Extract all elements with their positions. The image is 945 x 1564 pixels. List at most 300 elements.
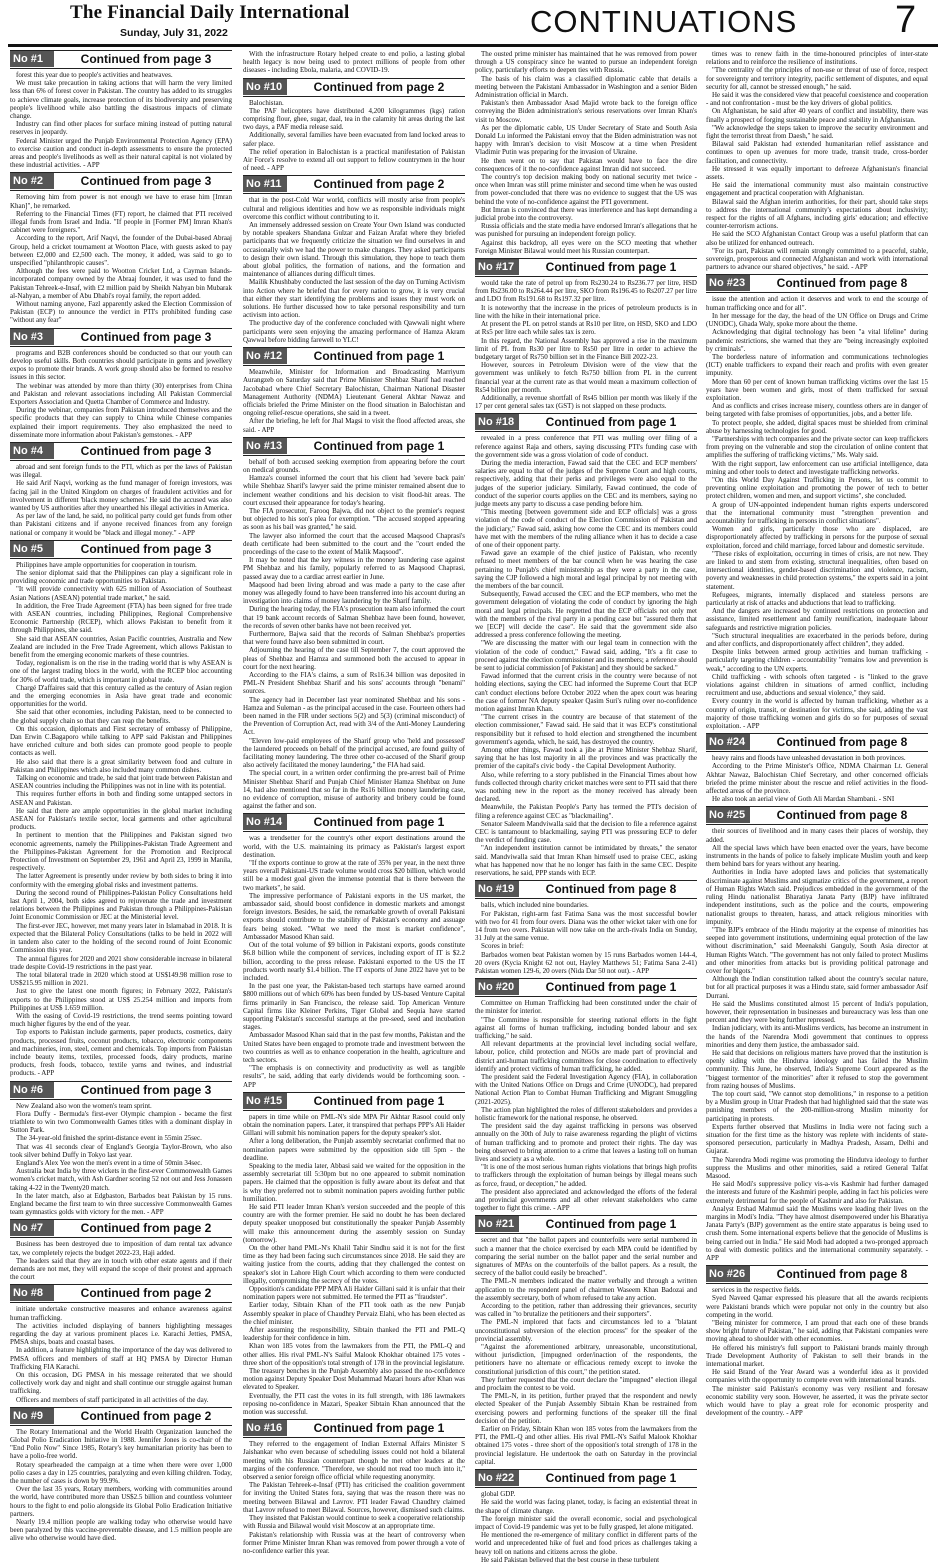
story-paragraph: On this occasion, diplomats and First secretary of embassy of Philippine, Dan Erwin C.Bagaporo while talking to APP said Pakistan and Philippines have enriched culture and both sides can promote good people to people contacts as well. [10, 724, 232, 758]
story-header [706, 806, 928, 825]
continued-from-label: Continued from page 1 [545, 1471, 677, 1486]
story-paragraph: The impressive performance of Pakistani exports in the US market, the ambassador said, should boost confidence in domestic markets and amongst foreign investors. Besides, he said, the remarkable growth of overall Pakistani exports should contribute to the stability of Pakistan's economy and assuage fears being stoked. "What we need the most is market confidence", Ambassador Masood Khan said. [243, 891, 465, 941]
continued-from-label: Continued from page 1 [545, 1217, 677, 1232]
story-paragraph: Every country in the world is affected by human trafficking, whether as a country of origin, transit, or destination for victims, she said, adding the vast majority of those trafficking women and girls do so for purposes of sexual exploitation. - APP [706, 697, 928, 731]
column-3 [475, 50, 697, 1564]
story-header [706, 1265, 928, 1284]
story-paragraph: She said that other economies, including Pakistan, need to be connected to the global supply chain so that they can reap the benefits. [10, 708, 232, 725]
story-body [243, 99, 465, 173]
story-paragraph: During the hearing today, the FIA's prosecution team also informed the court that 19 bank account records of Salman Shehbaz have been found, however, the records of seven other banks have not been received yet. [243, 605, 465, 630]
story-paragraph: programs and B2B conferences should be conducted so that our youth can develop useful skills. Both countries should participate in gems and jewellery expos to promote their brands. A work group should also be formed to resolve issues in this sector. [10, 348, 232, 382]
continued-from-label: Continued from page 2 [80, 1221, 212, 1236]
story-number-badge: No #21 [475, 1216, 519, 1232]
story-paragraph: She said that ASEAN countries, Asian Pacific countries, Australia and New Zealand are included in the Free Trade Agreement, which allows Pakistan to benefit from the emerging economic markets of these countries. [10, 634, 232, 659]
story-body [475, 1236, 697, 1466]
issue-date: Sunday, July 31, 2022 [120, 27, 228, 39]
story-paragraph: The PML-N, in its petition, further prayed that the respondent and newly elected Speaker of the Punjab Assembly Sibtain Khan be restrained from exercising powers and performing functions of the speaker till the final decision of the petition. [475, 1392, 697, 1425]
continuation-story [475, 1469, 697, 1564]
story-paragraph: On the other hand PML-N's Khalil Tahir Sindhu said it is not for the first time as they had been facing such circumstances since 2018. He said they are waiting justice from the courts, adding that they challenged the contest on speaker's slot in Lahore High Court which according to them were conducted illegally, compromising the secrecy of the votes. [243, 1244, 465, 1285]
story-paragraph: Nearly 19.4 million people are walking today who otherwise would have been paralyzed by this vaccine-preventable disease, and 1.5 million people are alive who otherwise would have died. [10, 1518, 232, 1543]
newspaper-name: The Financial Daily International [70, 2, 350, 23]
story-number-badge: No #25 [706, 807, 750, 823]
story-paragraph: The minister said Pakistan's economy was very resilient and foresaw economic stability very soon. However, he asserted, it was the private sector which would have to play a great role for economic prosperity and development of the country. - APP [706, 1384, 928, 1418]
story-paragraph: The foreign minister said the overall economic, social and psychological impact of Covid-19 pandemic was yet to be fully grasped, let alone mitigated. [475, 1514, 697, 1531]
story-body [475, 999, 697, 1212]
story-paragraph: The webinar was attended by more than thirty (30) enterprises from China and Pakistan and relevant associations including All Pakistan Commercial Exporters Association and Quetta Chamber of Commerce and Industry. [10, 381, 232, 406]
story-paragraph: "The Committee is responsible for steering national efforts in the fight against all forms of human trafficking, including bonded labour and sex trafficking," he said. [475, 1015, 697, 1040]
section-title: CONTINUATIONS [530, 4, 798, 39]
story-number-badge: No #11 [243, 176, 287, 192]
continued-from-label: Continued from page 8 [776, 276, 908, 291]
story-paragraph: It may be noted that the key witness in the money laundering case against PM Shehbaz and his family, popularly referred to as Maqsood Chaprasi, passed away due to a cardiac arrest earlier in June. [243, 556, 465, 581]
story-paragraph: Bilawal said the Afghan interim authorities, for their part, should take steps to address the international community's expectations about inclusivity; respect for the rights of all Afghans, including girls' education; and effective counter-terrorism actions. [706, 197, 928, 231]
continuation-story [243, 813, 465, 1088]
story-paragraph: At present the PL on petrol stands at Rs10 per litre, on HSD, SKO and LDO at Rs5 per litre each while sales tax is zero. [475, 320, 697, 337]
story-paragraph: Women and girls, particularly those who are displaced, are disproportionately affected by trafficking in persons for the purpose of sexual exploitation, forced and child marriage, forced labour and domestic servitude. [706, 525, 928, 550]
story-paragraph: According to the FIA's claims, a sum of Rs16.34 billion was deposited in PML-N President Shehbaz Sharif and his sons' accounts through "benami" sources. [243, 671, 465, 696]
story-paragraph: But Imran is convinced that there was interference and has kept demanding a judicial probe into the controversy. [475, 205, 697, 223]
story-body [706, 50, 928, 271]
story-paragraph: Bilawal said Pakistan had extended humanitarian relief assistance and continues to open up avenues for more trade, transit trade, cross-border facilitation, and connectivity. [706, 140, 928, 165]
story-paragraph: Experts further observed that Muslims in India were not facing such a situation for the first time as the history was replete with incidents of state-sponsored persecution, particularly in Madhya Pradesh, Assam, Delhi and Gujarat. [706, 1122, 928, 1156]
continuation-story [706, 274, 928, 730]
story-number-badge: No #22 [475, 1470, 519, 1486]
story-paragraph: Without naming anyone, Fazl apparently asked the Election Commission of Pakistan (ECP) to announce the verdict in PTI's prohibited funding case "without any fear" [10, 300, 232, 325]
continuation-story [243, 437, 465, 811]
story-body [706, 754, 928, 803]
page-number: 7 [895, 0, 917, 41]
story-paragraph: The annual figures for 2020 and 2021 show considerable increase in bilateral trade despite Covid-19 restrictions in the past year. [10, 954, 232, 971]
story-body [10, 71, 232, 169]
story-number-badge: No #7 [10, 1220, 54, 1236]
continuation-story [475, 50, 697, 255]
column-4 [706, 50, 928, 1528]
story-body [475, 901, 697, 975]
story-paragraph: "We are discussing the matter with our legal team in connection with the violation of the code of conduct," Fawad said, adding, "It's a fit case to proceed against the election commissioner and its members; a reference should be sent to judicial commission [of Pakistan] and they should be sacked." [475, 639, 697, 673]
story-paragraph: In addition, the Free Trade Agreement (FTA) has been signed for free trade with ASEAN countries, including Philippines, Regional Comprehensive Economic Partnership (RCEP), which allows Pakistan to benefit from it through Philippines, she said. [10, 601, 232, 635]
story-paragraph: According to the report, Arif Naqvi, the founder of the Dubai-based Abraaj Group, held a cricket tournament at Wootton Place, with guests asked to pay between £2,000 and £2,500 each. The money, it added, was said to go to unspecified "philanthropic causes". [10, 234, 232, 268]
story-header [10, 1081, 232, 1100]
continued-from-label: Continued from page 3 [80, 174, 212, 189]
story-paragraph: On this occasion, DG PMSA in his message reiterated that we should collectively work day and night and shall continue our struggle against human trafficking. [10, 1371, 232, 1396]
story-paragraph: "Eleven low-paid employees of the Sharif group who 'held and possessed' the laundered proceeds on behalf of the principal accused, are found guilty of facilitating money laundering. The three other co-accused of the Sharif group also actively facilitated the money laundering," the FIA had said. [243, 736, 465, 770]
story-paragraph: He said Arif Naqvi, working as the fund manager of foreign investors, was facing jail in the United Kingdom on charges of fraudulent activities and for involvement in different 'black money schemes.' He said the accused was also wanted by US authorities after they unearthed his illegal activities in America. [10, 479, 232, 512]
story-paragraph: Pakistan's relationship with Russia was at the heart of controversy when former Prime Minister Imran Khan was removed from power through a vote of no-confidence earlier this year. [243, 1530, 465, 1555]
story-body [243, 368, 465, 434]
story-number-badge: No #14 [243, 814, 287, 830]
story-paragraph: Although the fees were paid to Wootton Cricket Ltd, a Cayman Islands-incorporated company owned by the Abraaj founder, it was used to fund the Pakistan Tehreek-e-Insaf, with £2 million paid by Sheikh Nahyan bin Mubarak al-Nahyan, a member of Abu Dhabi's royal family, the report added. [10, 267, 232, 300]
story-paragraph: Adjourning the hearing of the case till September 7, the court approved the pleas of Shehbaz and Hamza and summoned both the accused to appear in court for the next hearing. [243, 646, 465, 671]
story-body [475, 279, 697, 410]
story-paragraph: The productive day of the conference concluded with Qawwali night where participants were seen enjoying the amazing performance of Hamza Akram Qawwal before bidding farewell to YLC! [243, 319, 465, 344]
story-body [243, 834, 465, 1088]
story-paragraph: "Such structural inequalities are exacerbated in the periods before, during and after conflicts, and disproportionately affect children", they added. [706, 631, 928, 649]
story-paragraph: Indian judiciary, with its anti-Muslims verdicts, has become an instrument in the hands of the Narendra Modi government that continues to oppress minorities and deny them justice, the ambassador said. [706, 1024, 928, 1049]
story-body [10, 1428, 232, 1543]
story-paragraph: He also said that there is a great similarity between food and culture in Pakistan and Philippines which also included many common dishes. [10, 757, 232, 774]
story-paragraph: initiate undertake constructive measures and enhance awareness against human trafficking. [10, 1305, 232, 1322]
story-paragraph: According to the Prime Minister's Office, NDMA Chairman Lt. General Akhtar Nawaz, Balochistan Chief Secretary, and other concerned officials briefed the prime minister about the rescue and relief activities in the flood-affected areas of the province. [706, 762, 928, 796]
story-paragraph: times was to renew faith in the time-honoured principles of inter-state relations and to reinforce the resilience of institutions. [706, 50, 928, 67]
continuation-story [706, 1265, 928, 1417]
story-paragraph: After the briefing, he left for Jhal Magsi to visit the flood affected areas, she said. - APP [243, 417, 465, 434]
story-paragraph: Authorities in India have adopted laws and policies that systematically discriminate against Muslims and stigmatize critics of the government, a report of Human Rights Watch said. Prejudices embedded in the government of the ruling Hindu nationalist Bharatiya Janata Party (BJP) have infiltrated independent institutions, such as the police and the courts, empowering nationalist groups to threaten, harass, and attack religious minorities with impunity. [706, 868, 928, 926]
story-paragraph: Senator Saleem Mandviwalla said that the decision to file a reference against CEC is tantamount to blackmailing, saying PTI was pressuring ECP to defer the verdict of funding case. [475, 819, 697, 845]
continued-from-label: Continued from page 3 [80, 1082, 212, 1097]
story-body [475, 50, 697, 255]
story-paragraph: However, sources in Petroleum Division were of the view that the government was unlikely to fetch Rs750 billion from PL in the current financial year at the current rate as that would mean a maximum collection of Rs54 billion per month. [475, 361, 697, 394]
story-paragraph: The action plan highlighted the roles of different stakeholders and provides a holistic framework for the national response, he observed. [475, 1105, 697, 1122]
story-body [243, 50, 465, 75]
story-paragraph: New Zealand also won the women's team sprint. [16, 1101, 152, 1110]
story-paragraph: To protect people, she added, digital spaces must be shielded from criminal abuse by harnessing technologies for good. [706, 418, 928, 435]
story-paragraph: Fawad gave an example of the chief justice of Pakistan, who recently refused to meet members of the bar council when he was hearing the case pertaining to Punjab's chief ministership as they were a party in the case, saying the CJP followed a high moral and legal principal by not meeting with the members of the bar council. [475, 549, 697, 590]
story-header [10, 328, 232, 347]
story-header [475, 258, 697, 277]
story-header [10, 172, 232, 191]
story-paragraph: In pertinent to mention that the Philippines and Pakistan signed two economic agreements, namely the Philippines-Pakistan Trade Agreement and the Philippines-Pakistan Agreement for the Promotion and Reciprocal Protection of Investment on September 29, 1961 and April 23, 1999 in Manila, respectively. [10, 831, 232, 873]
story-paragraph: The treasury benches in the Punjab Assembly also passed the no-confidence motion against Deputy Speaker Dost Muhammad Mazari hours after Khan was elevated to Speaker. [243, 1367, 465, 1392]
story-number-badge: No #13 [243, 438, 287, 454]
story-paragraph: A group of UN-appointed independent human rights experts underscored that the international community must "strengthen prevention and accountability for trafficking in persons in conflict situations". [706, 500, 928, 525]
story-paragraph: On Afghanistan, he said after 40 years of conflict and instability, there was finally a prospect of forging sustainable peace and stability in Afghanistan. [706, 107, 928, 124]
story-paragraph: The agency had in December last year nominated Shehbaz and his sons - Hamza and Suleman - as the principal accused in the case. Fourteen others had been named in the FIR under sections 5(2) and 5(3) (criminal misconduct) of the Prevention of Corruption Act, read with 3/4 of the Anti-Money Laundering Act. [243, 695, 465, 737]
story-number-badge: No #3 [10, 329, 54, 345]
story-paragraph: "The BJP's embrace of the Hindu majority at the expense of minorities has seeped into government institutions, undermining equal protection of the law without discrimination," said Meenakshi Ganguly, South Asia director at Human Rights Watch. "The government has not only failed to protect Muslims and other minorities from attacks but is providing political patronage and cover for bigots." [706, 925, 928, 975]
story-paragraph: Although the Indian constitution talked about the country's secular nature, but for all practical purposes it was a Hindu state, said former ambassador Asif Durrani. [706, 975, 928, 1000]
story-paragraph: "If the exports continue to grow at the rate of 35% per year, in the next three years overall Pakistani-US trade volume would cross $20 billion, which would still be a modest goal given the immense potential that is there between the two markets", he said. [243, 859, 465, 892]
story-paragraph: Meanwhile, Minister for Information and Broadcasting Marriyum Aurangzeb on Saturday said that Prime Minister Shehbaz Sharif had reached Jacobabad where Chief Secretary Balochistan, Chairman National Disaster Management Authority (NDMA) Lieutenant General Akhtar Nawaz and officials briefed the Prime Minister on the flood situation in Balochistan and ongoing relief-rescue operations, she said in a tweet. [243, 368, 465, 418]
story-paragraph: Top exports to Pakistan include garments, paper products, cosmetics, dairy products, processed fruits, coconut products, tobacco, electronic components and machineries, iron, steel, cement and chemicals. Top imports from Pakistan include beauty items, textiles, processed foods, dairy products, marine products, fresh foods, tobacco, textile yarns and twines, and industrial products. - APP [10, 1028, 232, 1078]
story-paragraph: The country's top decision making body on national security met twice - once when Imran was still prime minister and second time when he was ousted from power-concluded that there was no evidence to suggest that the US was behind the vote of no-confidence against the PTI government. [475, 173, 697, 206]
story-header [10, 50, 232, 69]
story-header [706, 733, 928, 752]
story-paragraph: He said Pakistan believed that the best course in these turbulent [481, 1555, 660, 1564]
continued-from-label: Continued from page 2 [313, 177, 445, 192]
story-paragraph: The president said the Federal Investigation Agency (FIA), in collaboration with the United Nations Office on Drugs and Crime (UNODC), had prepared National Action Plan to Combat Human Trafficking and Migrant Smuggling (2021-2025). [475, 1072, 697, 1106]
story-body [243, 1113, 465, 1417]
story-header [475, 880, 697, 899]
story-header [475, 413, 697, 432]
story-paragraph: heavy rains and floods have unleashed devastation in both provinces. [712, 754, 906, 763]
continued-from-label: Continued from page 8 [776, 735, 908, 750]
story-header [10, 1407, 232, 1426]
story-number-badge: No #26 [706, 1266, 750, 1282]
story-paragraph: Barbados women beat Pakistan women by 15 runs Barbados women 144-4, 20 overs (Kycia Knight 62 not out, Hayley Matthews 51; Fatima Sana 2-41) Pakistan women 129-6, 20 overs (Nida Dar 50 not out). - APP [475, 950, 697, 975]
story-body [243, 458, 465, 811]
story-paragraph: He said Brand of the Year Award was a wonderful idea as it provided companies with the opportunity to compete even with international brands. [706, 1368, 928, 1385]
story-number-badge: No #2 [10, 173, 54, 189]
story-paragraph: "It is one of the most serious human rights violations that brings high profits to traffickers through the exploitation of human beings by illegal means such as force, fraud, or deception," he added. [475, 1163, 697, 1188]
story-paragraph: The PML-N implored that facts and circumstances led to a "blatant unconstitutional subversion of the election process" for the speaker of the provincial assembly. [475, 1318, 697, 1343]
story-paragraph: England's Alex Yee won the men's event in a time of 50min 34sec. [16, 1158, 203, 1167]
continued-from-label: Continued from page 8 [545, 882, 677, 897]
story-number-badge: No #24 [706, 734, 750, 750]
story-paragraph: issue the attention and action it deserves and work to end the scourge of human trafficking once and for all". [706, 295, 928, 312]
story-body [10, 1102, 232, 1217]
story-paragraph: papers in time while on PML-N's side MPA Pir Akhtar Rasool could only obtain the nomination papers. Later, it transpired that perhaps PPP's Ali Haider Gillani will submit his nomination papers for the deputy speaker's slot. [243, 1112, 465, 1138]
continuation-story [475, 413, 697, 877]
story-paragraph: With the easing of Covid-19 restrictions, the trend seems pointing toward much higher figures by the end of the year. [10, 1011, 232, 1029]
story-paragraph: Despite links between armed group activities and human trafficking - particularly targeting children - accountability "remains low and prevention is weak," according to the UN experts. [706, 648, 928, 673]
story-number-badge: No #9 [10, 1408, 54, 1424]
story-header [243, 347, 465, 366]
story-paragraph: "We acknowledge the steps taken to improve the security environment and fight the terrorist threat from Daesh," he said. [706, 123, 928, 141]
continuation-story [10, 1081, 232, 1217]
story-body [10, 1305, 232, 1403]
story-paragraph: He said Modi's suppressive policy vis-a-vis Kashmir had further damaged the interests and future of the Kashmiri people, adding in fact his policies were extremely detrimental for the people of Kashmir and also for Pakistan. [706, 1180, 928, 1205]
story-body [243, 1440, 465, 1555]
story-body [10, 561, 232, 1078]
story-paragraph: revealed in a press conference that PTI was mulling over filing of a reference against Raja and others, saying discussing PTI's funding case with the government side was a gross violation of code of conduct. [475, 434, 697, 459]
continued-from-label: Continued from page 2 [80, 1286, 212, 1301]
story-paragraph: During the media interaction, Fawad said that the CEC and ECP members' salaries are equal to that of the judges of the Supreme Court and high courts, respectively, adding that their perks and privileges were also equal to the judges of the superior judiciary. Similarly, Fawad continued, the code of conduct of the superior courts applies on the CEC and its members, saying no judge meets any party to discuss a case pending before him. [475, 458, 697, 508]
story-paragraph: Scores in brief: [481, 942, 524, 951]
story-paragraph: After a long deliberation, the Punjab assembly secretariat confirmed that no nomination papers were submitted by the opposition side till 5pm - the deadline. [243, 1137, 465, 1162]
story-body [10, 349, 232, 439]
story-number-badge: No #10 [243, 79, 287, 95]
story-header [243, 175, 465, 194]
story-paragraph: Russia officials and the state media have endorsed Imran's allegations that he was punished for pursuing an independent foreign policy. [475, 222, 697, 239]
story-paragraph: "For its part, Pakistan will remain strongly committed to a peaceful, stable, sovereign, prosperous and connected Afghanistan and work with international partners to advance our shared objectives," he said. - APP [706, 246, 928, 272]
story-header [10, 1284, 232, 1303]
story-paragraph: The top court said, "We cannot stop demolitions," in response to a petition by a Muslim group in Uttar Pradesh that had highlighted said that the state was punishing members of the 200-million-strong Muslim minority for participating in protests. [706, 1089, 928, 1123]
story-number-badge: No #17 [475, 259, 519, 275]
story-body [243, 196, 465, 344]
story-number-badge: No #8 [10, 1285, 54, 1301]
continuation-story [706, 50, 928, 271]
story-paragraph: The senior diplomat said that the Philippines can play a significant role in providing economic and trade opportunities to Pakistan. [10, 568, 232, 586]
story-paragraph: The Narendra Modi regime was promoting the Hindutva ideology to further suppress the Muslims and other minorities, said a retired General Talfat Masood. [706, 1155, 928, 1180]
story-paragraph: The lawyer also informed the court that the accused Maqsood Chaprasi's death certificate had been submitted to the court and the "court ended the proceedings of the case to the extent of Malik Maqsood". [243, 531, 465, 556]
continuation-story [243, 175, 465, 344]
story-header [10, 1219, 232, 1238]
story-paragraph: The ousted prime minister has maintained that he was removed from power through a US conspiracy since he wanted to pursue an independent foreign policy, particularly efforts to deepen ties with Russia. [475, 50, 697, 75]
story-number-badge: No #20 [475, 979, 519, 995]
story-number-badge: No #15 [243, 1093, 287, 1109]
story-paragraph: Fawad informed that the current crisis in the country were because of not holding elections, saying the CEC had informed the Supreme Court that ECP can't conduct elections before October 2022 when the apex court was hearing the case of former NA deputy speaker Qasim Suri's ruling over no-confidence motion against Imran Khan. [475, 672, 697, 714]
story-paragraph: In the later match, also at Edgbaston, Barbados beat Pakistan by 15 runs. England became the first team to win three successive Commonwealth Games team gymnastics golds with victory for the men. - APP [10, 1191, 232, 1217]
story-paragraph: For Pakistan, right-arm fast Fatima Sana was the most successful bowler with two for 41 from four overs. Diana was the other wicket taker with one for 14 from two overs. Pakistan will now take on the arch-rivals India on Sunday, 31 July at the same venue. [475, 909, 697, 943]
continuation-story [10, 50, 232, 169]
story-paragraph: Australia beat India by three wickets in the first-ever Commonwealth Games women's cricket match, with Ash Gardner scoring 52 not out and Jess Jonassen taking 4-22 in the Twenty20 match. [10, 1167, 232, 1192]
story-paragraph: abroad and sent foreign funds to the PTI, which as per the laws of Pakistan was illegal. [10, 462, 232, 480]
story-paragraph: global GDP. [481, 1490, 516, 1499]
story-paragraph: "On this World Day Against Trafficking in Persons, let us commit to preventing online exploitation and promoting the power of tech to better protect children, women and men, and support victims", she concluded. [706, 475, 928, 501]
story-paragraph: An immensely addressed session on Create Your Own Island was conducted by notable speakers Shandana Gulzar and Faizan Arafat where they briefed participants that we frequently criticize the situation we find ourselves in and occasionally wish we had the power to make changes. They asked participants to design their own island. Through this simulation, they hope to teach them about global politics, the formation of nations, and the formation and maintenance of alliances during difficult times. [243, 221, 465, 279]
continued-from-label: Continued from page 3 [80, 52, 212, 66]
story-header [706, 274, 928, 293]
story-paragraph: The basis of his claim was a classified diplomatic cable that details a meeting between the Pakistani Ambassador in Washington and a senior Biden Administration official in March. [475, 74, 697, 100]
story-paragraph: "Being minister for commerce, I am proud that each one of these brands show bright future of Pakistan," he said, adding that Pakistani companies were moving ahead to shoulder with other economies. [706, 1319, 928, 1344]
story-paragraph: They referred to the engagement of Indian External Affairs Minister S Jaishankar who even because of scheduling issues could not hold a bilateral meeting with his Russian counterpart though he met other leaders at the margins of the conference. "Therefore, we should not read too much into it," observed a senior foreign office official while requesting anonymity. [243, 1440, 465, 1482]
story-paragraph: The FIA prosecutor, Farooq Bajwa, did not object to the premier's request but objected to his son's plea for exemption. "The accused stopped appearing as soon as his bail was granted," he said. [243, 506, 465, 532]
story-paragraph: Mailik Khushbaby conducted the last session of the day on Turning Activism into Action where he briefed that for every nation to grow, it is very crucial that either they start identifying the problems and issues they must work on solutions. He further discussed how to take personal responsibility and turn activism into action. [243, 278, 466, 320]
story-paragraph: Industry can find other places for surface mining instead of putting natural reserves in jeopardy. [10, 120, 232, 137]
story-paragraph: Business has been destroyed due to imposition of dam rental tax advance tax, we completely rejects the budget 2022-23, Haji added. [10, 1240, 232, 1257]
story-header [475, 978, 697, 997]
continued-from-label: Continued from page 2 [80, 1408, 212, 1423]
story-paragraph: Philippines have ample opportunities for cooperation in tourism. [16, 560, 197, 569]
story-number-badge: No #5 [10, 541, 54, 557]
continued-from-label: Continued from page 3 [80, 329, 212, 344]
story-header [10, 540, 232, 559]
story-paragraph: More than 60 per cent of known human trafficking victims over the last 15 years have been women and girls, most of them trafficked for sexual exploitation. [706, 377, 928, 402]
continuation-story [475, 1215, 697, 1466]
continuation-story [10, 540, 232, 1078]
continuation-story [475, 880, 697, 975]
story-paragraph: The PML-N members indicated the matter verbally and through a written application to the respondent panel of chairmen Waseem Khan Badozai and the assembly secretary, both of whom refused to take any action. [475, 1277, 697, 1302]
story-paragraph: secret and that "the ballot papers and counterfoils were serial numbered in such a manner that the choice exercised by each MPA could be identified by comparing the serial number on the ballot paper and the serial number and signatures of MPAs on the counterfoils of the ballot papers. As a result, the secrecy of the ballot could easily be breached". [475, 1236, 697, 1278]
story-paragraph: The first-ever JEC, however, met many years later in Islamabad in 2018. It is expected that the Bilateral Policy Consultations (talks to be held in 2022 will in tandem also cater to the holding of the second round of Joint Economic Commission this year. [10, 921, 232, 955]
story-paragraph: The Pakistan Tehreek-e-Insaf (PTI) has criticised the coalition government for inviting the United States fora, saying that was the reason there was no meeting between Bilawal and Lavrov. PTI leader Fawad Chaudhry claimed that Lavrov refused to meet Bilawal. Sources, however, dismissed such claims. [243, 1481, 465, 1514]
story-body [706, 827, 928, 1262]
story-paragraph: He offered his ministry's full support to Pakistani brands mainly through Trade Development Authority of Pakistan to sell their brands in the international market. [706, 1343, 928, 1369]
continuation-story [10, 1284, 232, 1403]
story-paragraph: In this regard, the National Assembly has approved a rise in the maximum limit of PL from Rs30 per litre to Rs50 per litre in order to achieve the budgetary target of Rs750 billion set in the Finance Bill 2022-23. [475, 336, 697, 361]
story-paragraph: It is noteworthy that the increase in the prices of petroleum products is in line with the hike in their international price. [475, 303, 697, 320]
story-body [706, 295, 928, 730]
story-paragraph: He also took an aerial view of Goth Ali Mardan Shambani. - SNI [712, 795, 895, 804]
story-paragraph: According to the petition, rather than addressing their grievances, security was called in "to brutalize the petitioners and their supporters". [475, 1302, 697, 1319]
continuation-story [243, 78, 465, 173]
story-paragraph: With the right support, law enforcement can use artificial intelligence, data mining and other tools to detect and investigate trafficking networks. [706, 459, 928, 476]
story-paragraph: He said the international community must also maintain constructive engagement and practical cooperation with Afghanistan. [706, 181, 928, 198]
continued-from-label: Continued from page 1 [545, 980, 677, 995]
continued-from-label: Continued from page 1 [313, 438, 445, 453]
story-number-badge: No #18 [475, 414, 519, 430]
story-paragraph: In the past one year, the Pakistan-based tech startups have earned around $800 millions out of which 60% has been funded by US-based Venture Capital firms primarily in San Francisco, the release said. Top American Venture Capital firms like Kleiner Perkins, Tiger Global and Sequia have started supporting Pakistan's successful startups at the pre-seed, seed and incubation stages. [243, 982, 465, 1032]
story-paragraph: Today, regionalism is on the rise in the trading world that is why ASEAN is one of the largest trading blocs in the world, with the RCEP bloc accounting for 30% of world trade, which is important in global trade. [10, 659, 232, 684]
story-paragraph: After assuming the responsibility, Sibtain thanked the PTI and PML-Q leadership for their confidence in him. [243, 1326, 465, 1343]
continued-from-label: Continued from page 3 [80, 541, 212, 556]
story-header [10, 442, 232, 461]
continuation-story [10, 1219, 232, 1281]
story-paragraph: With the infrastructure Rotary helped create to end polio, a lasting global health legacy is now being used to protect millions of people from other diseases - including Ebola, malaria, and COVID-19. [243, 50, 465, 75]
story-paragraph: He said the world was facing planet, today, is facing an existential threat in the shape of climate change. [475, 1498, 697, 1515]
story-paragraph: He then went on to say that Pakistan would have to face the dire consequences of it the no-confidence against Imran did not succeed. [475, 156, 697, 173]
story-paragraph: Earlier on Friday, Sibtain Khan won 185 votes from the lawmakers from the PTI, the PML-Q and other allies. His rival PML-N's Saiful Malook Khokhar obtained 175 votes - three short of the opposition's total strength of 178 in the provincial legislature. He undertook the oath on Saturday in the provincial capital. [475, 1425, 697, 1466]
continuation-story [706, 733, 928, 803]
continued-from-label: Continued from page 1 [313, 1421, 445, 1436]
continuation-story [475, 978, 697, 1212]
story-paragraph: The Rotary International and the World Health Organization launched the Global Polio Eradication Initiative in 1988. Jennifer Jones is co-chair of the "End Polio Now" Since 1985, Rotary's key humanitarian priority has been to have a polio-free world. [10, 1427, 232, 1461]
story-paragraph: was a trendsetter for the country's other export destinations around the world, with the U.S. maintaining its primacy as Pakistan's largest export destination. [243, 834, 465, 859]
story-body [475, 1490, 697, 1564]
story-paragraph: Against this backdrop, all eyes were on the SCO meeting that whether Foreign Minister Bilawal would meet his Russian counterpart. [475, 238, 697, 255]
story-paragraph: Syed Naveed Qamar expressed his pleasure that all the awards recipients were Pakistani brands which were popular not only in the country but also competing in the world. [706, 1294, 928, 1319]
story-paragraph: He mentioned the re-emergence of military conflict in different parts of the world and unprecedented hike of fuel and food prices as challenges taking a heavy toll on nations and citizens across the globe. [475, 1531, 697, 1556]
story-header [243, 813, 465, 832]
masthead-rule [8, 44, 938, 47]
story-paragraph: He said PTI leader Imran Khan's version succeeded and the people of this country are with the former premier. He said no doubt he has been declared deputy speaker unopposed but constitutionally the speaker Punjab Assembly will make this announcement during the assembly session on Sunday (tomorrow). [243, 1202, 465, 1244]
story-paragraph: would take the rate of petrol up from Rs230.24 to Rs236.77 per litre, HSD from Rs236.00 to Rs264.44 per litre, SKO from Rs196.45 to Rs207.27 per litre and LDO from Rs191.68 to Rs197.32 per litre. [475, 279, 697, 304]
story-paragraph: "The centrality of the principles of non-use or threat of use of force, respect for sovereignty and territory integrity, pacific settlement of disputes, and equal security for all, cannot be stressed enough," he said. [706, 66, 928, 91]
story-paragraph: During the webinar, companies from Pakistan introduced themselves and the specific products that they can supply to China while Chinese companies explained their import requirements. They also emphasized the need to disseminate more information about Pakistan's gemstones. - APP [10, 406, 232, 439]
continuation-story [706, 806, 928, 1262]
story-paragraph: services in the respective fields. [712, 1286, 802, 1295]
story-paragraph: Referring to the Financial Times (FT) report, he claimed that PTI received illegal funds from Israel and India. "If people in [Former PM] Imran Khan's cabinet were foreigners." [10, 209, 232, 235]
story-paragraph: He stressed it was equally important to defreeze Afghanistan's financial assets. [706, 164, 928, 182]
story-paragraph: "It will provide connectivity with 625 million of Association of Southeast Asian Nations (ASEAN) potential trade market," he said. [10, 585, 232, 602]
story-paragraph: Out of the total volume of $9 billion in Pakistani exports, goods constitute $6.8 billion while the component of services, including export of IT is $2.2 billion, according to the press release. Pakistani exported to the US the IT products worth nearly $1.4 billion. The IT exports of June 2022 have yet to be included. [243, 941, 465, 982]
story-paragraph: Federal Minister urged the Punjab Environmental Protection Agency (EPA) to exercise caution and conduct in-depth assessments to ensure the protected areas and people's livelihoods as well as their natural capital is not violated by these industrial activities. - APP [10, 136, 232, 170]
continuation-story [243, 1092, 465, 1417]
story-paragraph: Additionally, several families have been evacuated from land locked areas to safer place. [243, 131, 465, 148]
continued-from-label: Continued from page 3 [80, 443, 212, 458]
story-paragraph: Flora Duffy - Bermuda's first-ever Olympic champion - became the first triathlete to win two Commonwealth Games titles with a dominant display in Sutton Park. [10, 1109, 232, 1135]
story-header [243, 1092, 465, 1111]
story-paragraph: He said that decisions on religious matters have proved that the institution is openly siding with the Hindutva ideology and has failed the Muslim community. This June, he observed, India's Supreme Court appeared as the "biggest tormentor of the minorities" after it refused to stop the government from razing houses of Muslims. [706, 1048, 928, 1090]
story-paragraph: The leaders said that they are in touch with other estate agents and if their demands are not met, they will expand the scope of their protest and approach the court [10, 1256, 232, 1282]
story-header [475, 1215, 697, 1234]
story-paragraph: He said the Muslims constituted almost 15 percent of India's population, however, their representation in businesses and bureaucracy was less than one percent and they were being further repressed. [706, 999, 928, 1025]
story-paragraph: Just to give the latest one month figures; in February 2022, Pakistan's exports to the Philippines stood at US$ 25.254 million and imports from Philippines at US$ 1.659 million. [10, 987, 232, 1012]
continued-from-label: Continued from page 2 [313, 79, 445, 94]
story-paragraph: All the special laws which have been enacted over the years, have become instruments in the hands of police to falsely implicate Muslim youth and keep them behind bars for years without any hearing. [706, 843, 928, 869]
story-paragraph: Hamza's counsel informed the court that his client had 'severe back pain' while Shehbaz Sharif's lawyer said the prime minister remained absent due to inclement weather conditions and his decision to visit flood-hit areas. The court excused their appearance for today's hearing. [243, 474, 465, 507]
story-paragraph: that in the post-Cold War world, conflicts will mostly arise from people's cultural and religious identities and how we as responsible individuals might overcome this conflict without contributing to it. [243, 196, 465, 221]
story-paragraph: Eventually, the PTI cast the votes in its full strength, with 186 lawmakers reposing no-confidence in Mazari, Speaker Sibtain Khan announced that the motion was successful. [243, 1391, 465, 1417]
story-body [10, 463, 232, 537]
story-paragraph: The president also appreciated and acknowledged the efforts of the federal and provincial governments and all other relevant stakeholders who came together to fight this crime. - APP [475, 1187, 697, 1213]
story-paragraph: "Partnerships with tech companies and the private sector can keep traffickers from preying on the vulnerable and stop the circulation of online content that amplifies the suffering of trafficking victims," Ms. Waly said. [706, 434, 928, 460]
story-body [10, 1240, 232, 1281]
story-paragraph: Talking on economic and trade, he said that joint trade between Pakistan and ASEAN countries including the Philippines was not in line with its potential. [10, 774, 232, 791]
story-paragraph: They insisted that Pakistan would continue to seek a cooperative relationship with Russia and Bilawal would visit Moscow at an appropriate time. [243, 1514, 465, 1531]
story-paragraph: Khan won 185 votes from the lawmakers from the PTI, the PML-Q and other allies. His rival PML-N's Saiful Malook Khokhar obtained 175 votes - three short of the opposition's total strength of 178 in the provincial legislature. [243, 1342, 465, 1367]
continuation-story [10, 328, 232, 439]
story-paragraph: As per law of the land, he said, no political party could get funds from other than Pakistani citizens and if anyone received finances from any foreign national or company it would be "black and illegal money." - APP [10, 512, 232, 537]
story-paragraph: Acknowledging that digital technology has been "a vital lifeline" during pandemic restrictions, she warned that they are "being increasingly exploited by criminals". [706, 328, 928, 353]
story-paragraph: "These risks of exploitation, occurring in times of crisis, are not new. They are linked to and stem from existing, structural inequalities, often based on intersectional identities, gender-based discrimination and violence, racism, poverty and weaknesses in child protection systems," the experts said in a joint statement. [706, 549, 928, 591]
story-number-badge: No #19 [475, 881, 519, 897]
story-number-badge: No #23 [706, 275, 750, 291]
continued-from-label: Continued from page 1 [545, 260, 677, 275]
story-paragraph: "Against the aforementioned arbitrary, unreasonable, unconstitutional, without jurisdiction, [impugned order/inaction of the respondents, the petitioners have no alternate or efficacious remedy except to invoke the constitutional jurisdiction of this court," the petition stated. [475, 1343, 697, 1376]
story-paragraph: He said that there are ample opportunities in the global market including ASEAN for Pakistan's textile sector, local garments and other agricultural products. [10, 806, 232, 832]
story-paragraph: Rotary spearheaded the campaign at a time when there were over 1,000 polio cases a day in 125 countries, paralyzing and even killing children. Today, the number of cases is down by 99.9%. [10, 1460, 232, 1486]
story-paragraph: In her message for the day, the head of the UN Office on Drugs and Crime (UNODC), Ghada Waly, spoke more about the theme. [706, 311, 928, 329]
story-number-badge: No #12 [243, 348, 287, 364]
story-paragraph: He said the SCO Afghanistan Contact Group was a useful platform that can also be utilized for enhanced outreach. [706, 230, 928, 247]
story-body [475, 434, 697, 877]
story-paragraph: Earlier today, Sibtain Khan of the PTI took oath as the new Punjab Assembly speaker in place of Chaudhry Pervaiz Elahi, who has been elected as the chief minister. [243, 1301, 465, 1326]
story-number-badge: No #16 [243, 1420, 287, 1436]
story-paragraph: forest this year due to people's activities and heatwaves. [16, 71, 173, 79]
continuation-story [10, 442, 232, 537]
story-paragraph: The activities included displaying of banners highlighting messages regarding the day at various prominent places i.e. Karachi Jetties, PMSA, PMSA ships, boats and coastal bases. [10, 1321, 232, 1347]
story-paragraph: "The emphasis is on connectivity and productivity as well as tangible results", he said, adding that early dividends would be forthcoming soon. - APP [243, 1064, 465, 1089]
continued-from-label: Continued from page 8 [776, 808, 908, 823]
story-paragraph: "The current crises in the country are because of that statement of the election commissioner," Fawad said. He said that it was ECP's constitutional responsibility but it refused to hold election and strengthened the incumbent government's agenda, which, he said, has destroyed the country. [475, 713, 697, 746]
story-header [243, 1419, 465, 1438]
story-paragraph: The total bilateral trade in 2020 which stood at US$149.98 million rose to US$215.95 million in 2021. [10, 970, 232, 988]
continuation-story [475, 258, 697, 410]
continuation-story [243, 50, 465, 75]
continuation-story [243, 1419, 465, 1555]
story-paragraph: The 34-year-old finished the sprint-distance event in 55min 25sec. [16, 1134, 202, 1143]
story-paragraph: "An independent institution cannot be intimidated by threats," the senator said. Mandviwalla said that Imran Khan himself used to praise CEC, asking what has happened now that he no longer has faith in the same CEC. Despite reservations, he said, PPP stands with ECP. [475, 844, 697, 878]
story-paragraph: Analyst Ershad Mahmud said the Muslims were leading their lives on the margins in Modi's India. "They have almost disempowered under his Bharatiya Janata Party's (BJP) government as the entire state apparatus is being used to crush them. Some international experts believe that the genocide of Muslims is being carried out in India." He said Modi had adopted a two-pronged approach to deal with domestic politics and the international community separately. - APP [706, 1204, 928, 1263]
story-paragraph: Meanwhile, the Pakistan People's Party has termed the PTI's decision of filing a reference against CEC as "blackmailing". [475, 803, 697, 820]
story-paragraph: balls, which included nine boundaries. [481, 901, 589, 910]
story-paragraph: their sources of livelihood and in many cases their places of worship, they added. [706, 827, 928, 844]
story-paragraph: Opposition's candidate PPP MPA Ali Haider Gillani said it is unfair that their nomination papers were not submitted. He termed the PTI as "fraudster". [243, 1285, 465, 1302]
story-paragraph: All relevant departments at the provincial level including social welfare, labour, police, child protection and NGOs are made part of provincial and district anti-human trafficking committees for close coordination to effectively identify and protect victims of human trafficking, he added. [475, 1040, 697, 1073]
story-paragraph: Refugees, migrants, internally displaced and stateless persons are particularly at risk of attacks and abductions that lead to trafficking. [706, 590, 928, 607]
story-paragraph: In addition, a feature highlighting the importance of the day was delivered to PMSA officers and members of staff at HQ PMSA by Director Human Trafficking FIA Karachi. [10, 1346, 232, 1371]
